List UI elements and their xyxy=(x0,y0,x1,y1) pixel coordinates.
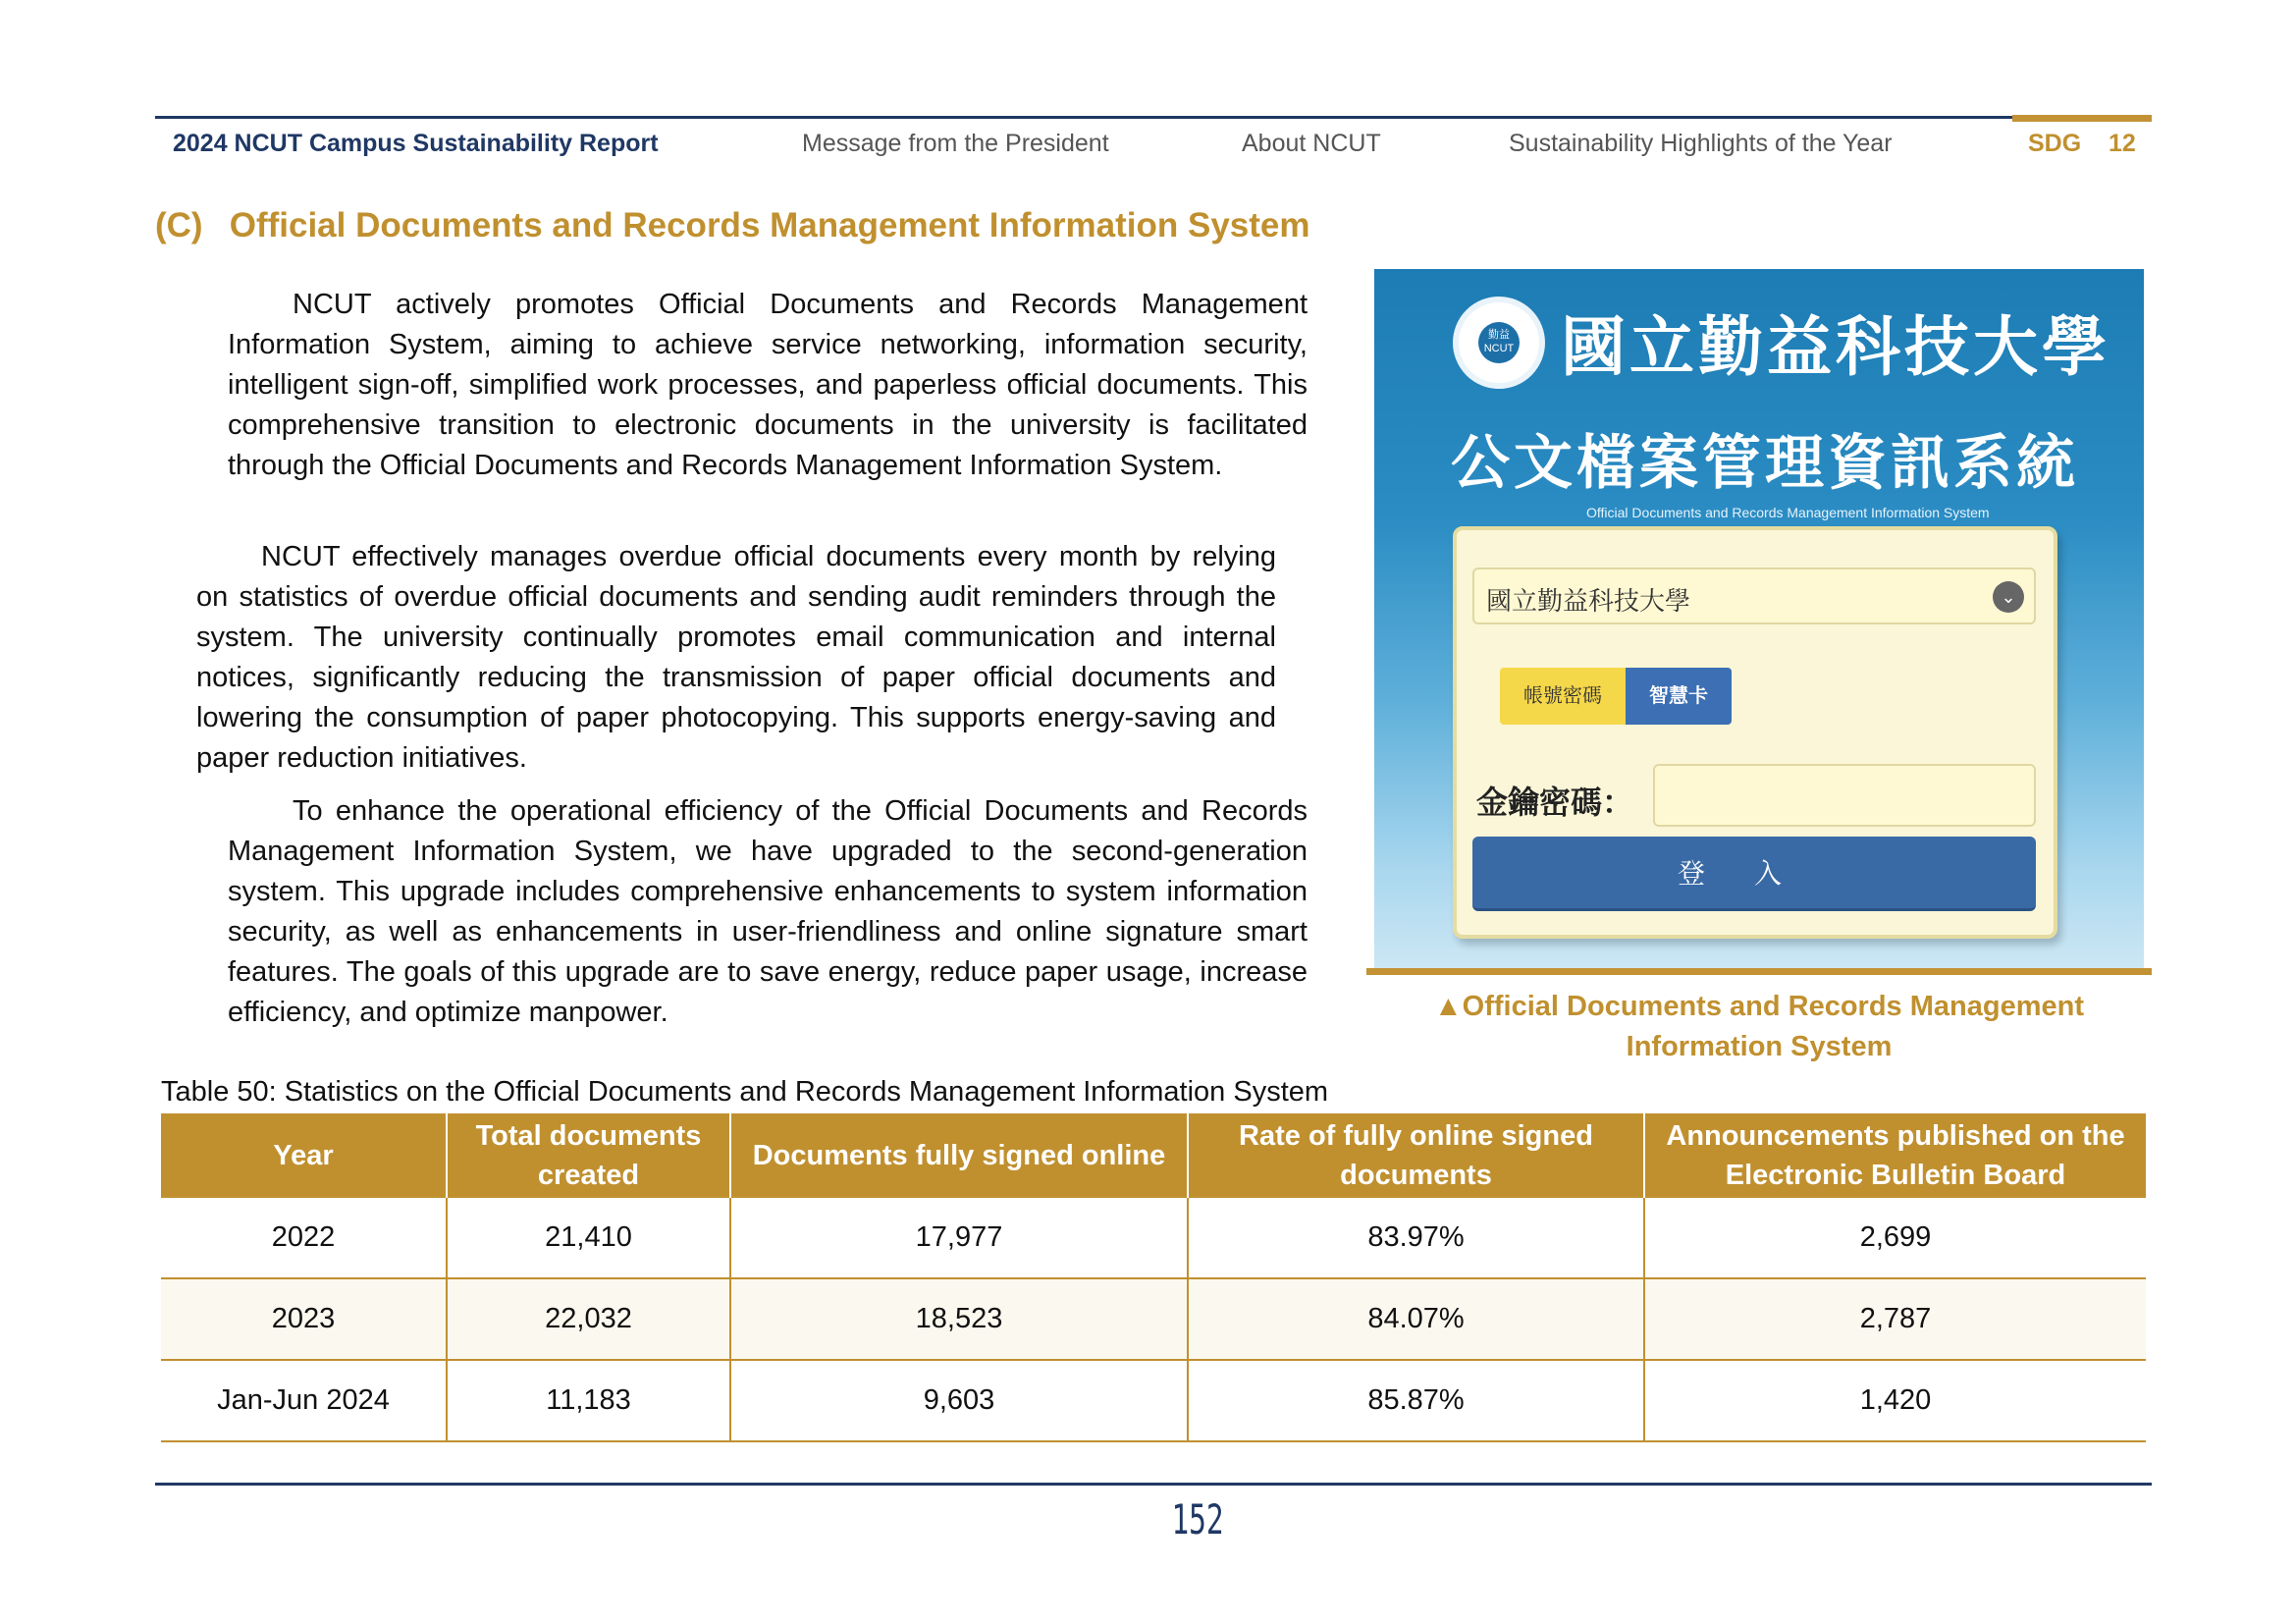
tab-account-password[interactable]: 帳號密碼 xyxy=(1500,668,1626,725)
table-header-row xyxy=(161,1113,2146,1198)
login-panel xyxy=(1453,526,2057,939)
cell-year: Jan-Jun 2024 xyxy=(161,1360,447,1441)
sdg-label: SDG xyxy=(2028,130,2082,157)
nav-sustainability-highlights[interactable]: Sustainability Highlights of the Year xyxy=(1509,130,1893,157)
cell-announcements: 1,420 xyxy=(1644,1360,2146,1441)
system-name: 公文檔案管理資訊系統 xyxy=(1451,430,2079,496)
cell-total: 22,032 xyxy=(447,1278,730,1360)
school-select-value: 國立勤益科技大學 xyxy=(1486,586,1691,616)
paragraph-upgrade: To enhance the operational efficiency of the Official Documents and Records Management Information System, we have upgraded to the second-generation system. This upgrade includes comprehensive enhancements to system information security, as well as enhancements in user-friendliness and online signature smart features. The goals of this upgrade are to save energy, reduce paper usage, increase efficiency, and optimize manpower. xyxy=(228,795,1308,1028)
cell-year: 2023 xyxy=(161,1278,447,1360)
figure-caption: ▲Official Documents and Records Management Information System xyxy=(1433,991,2084,1062)
university-name: 國立勤益科技大學 xyxy=(1561,308,2110,385)
cell-signed: 9,603 xyxy=(730,1360,1188,1441)
screenshot-accent-rule xyxy=(1366,968,2152,975)
table-row xyxy=(161,1360,2146,1441)
paragraph-intro: NCUT actively promotes Official Documents and Records Management Information System, aiming to achieve service networking, information security, intelligent sign-off, simplified work processes, and paperless official documents. This comprehensive transition to electronic documents in the university is facilitated through the Official Documents and Records Management Information System. xyxy=(228,289,1308,481)
sdg-number: 12 xyxy=(2109,130,2136,157)
section-label: (C) xyxy=(155,206,203,244)
system-login-screenshot xyxy=(1374,269,2144,970)
section-heading xyxy=(155,206,1310,245)
header-year: Year xyxy=(161,1113,447,1198)
table-row xyxy=(161,1278,2146,1360)
table-caption: Table 50: Statistics on the Official Documents and Records Management Information System xyxy=(161,1076,1329,1108)
paragraph-overdue: NCUT effectively manages overdue official documents every month by relying on statistics of overdue official documents and sending audit reminders through the system. The university continually promotes email communication and internal notices, significantly reducing the transmission of paper official documents and lowering the consumption of paper photocopying. This supports energy-saving and paper reduction initiatives. xyxy=(196,541,1276,774)
header-total-documents: Total documents created xyxy=(447,1113,730,1198)
nav-message-president[interactable]: Message from the President xyxy=(802,130,1109,157)
cell-year: 2022 xyxy=(161,1198,447,1278)
school-select[interactable] xyxy=(1472,568,2036,624)
pin-label: 金鑰密碼： xyxy=(1476,785,1634,820)
page-number: 152 xyxy=(1171,1495,1224,1543)
seal-text: 勤益 NCUT xyxy=(1478,322,1520,363)
cell-rate: 83.97% xyxy=(1188,1198,1644,1278)
header-rule xyxy=(155,116,2012,119)
login-button[interactable]: 登入 xyxy=(1472,837,2036,911)
cell-rate: 85.87% xyxy=(1188,1360,1644,1441)
pin-input[interactable] xyxy=(1653,764,2036,827)
table-row xyxy=(161,1198,2146,1278)
statistics-table xyxy=(161,1113,2146,1442)
university-seal-icon xyxy=(1453,297,1545,389)
header-accent-rule xyxy=(2012,115,2152,122)
cell-announcements: 2,787 xyxy=(1644,1278,2146,1360)
cell-total: 21,410 xyxy=(447,1198,730,1278)
header-announcements: Announcements published on the Electronic Bulletin Board xyxy=(1644,1113,2146,1198)
header-rate: Rate of fully online signed documents xyxy=(1188,1113,1644,1198)
footer-rule xyxy=(155,1483,2152,1486)
section-title: Official Documents and Records Management Information System xyxy=(229,206,1310,244)
header-fully-signed: Documents fully signed online xyxy=(730,1113,1188,1198)
nav-about-ncut[interactable]: About NCUT xyxy=(1242,130,1381,157)
cell-total: 11,183 xyxy=(447,1360,730,1441)
cell-signed: 17,977 xyxy=(730,1198,1188,1278)
cell-rate: 84.07% xyxy=(1188,1278,1644,1360)
tab-smart-card[interactable]: 智慧卡 xyxy=(1626,668,1732,725)
report-title: 2024 NCUT Campus Sustainability Report xyxy=(173,130,659,157)
cell-signed: 18,523 xyxy=(730,1278,1188,1360)
system-subtitle: Official Documents and Records Management Information System xyxy=(1586,505,1990,520)
cell-announcements: 2,699 xyxy=(1644,1198,2146,1278)
chevron-down-icon[interactable]: ⌄ xyxy=(1993,581,2024,613)
